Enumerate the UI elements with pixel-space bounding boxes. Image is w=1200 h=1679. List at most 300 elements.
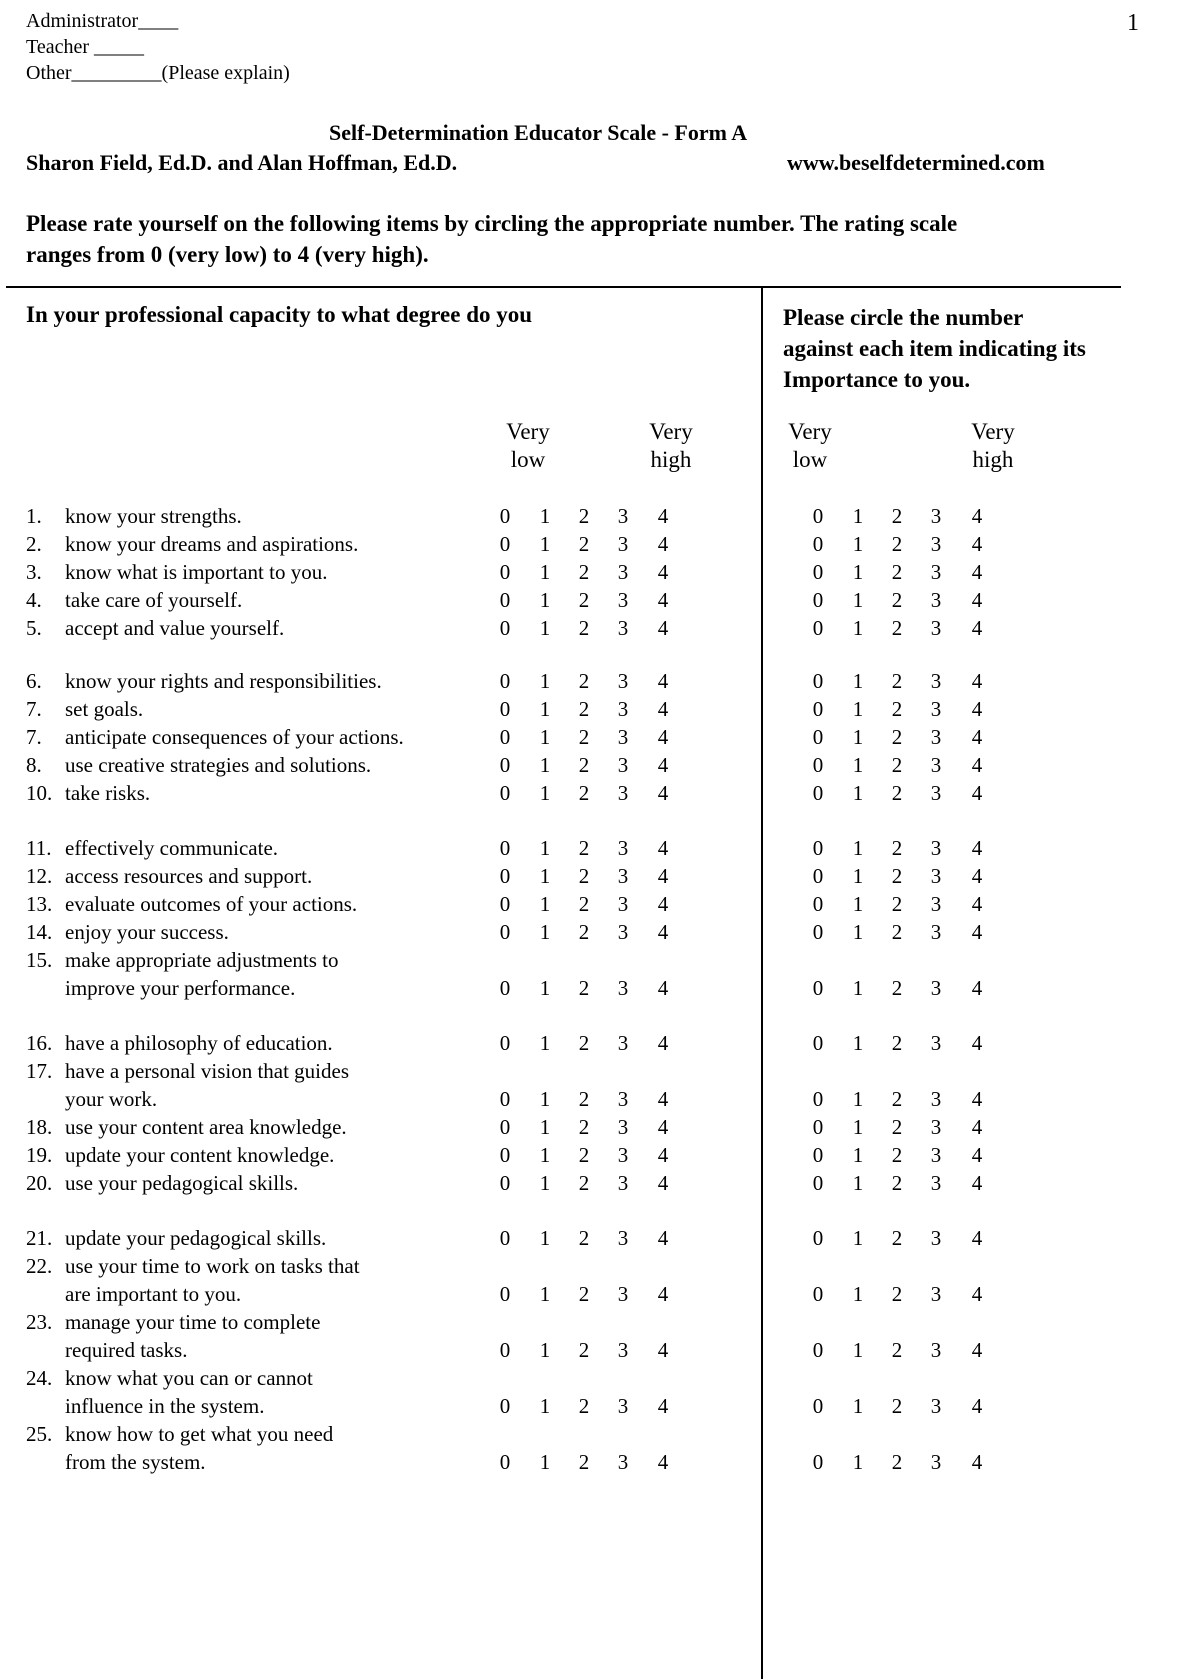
rating-option[interactable]: 0 <box>812 1031 824 1055</box>
rating-option[interactable]: 2 <box>578 781 590 805</box>
rating-option[interactable]: 4 <box>657 1394 669 1418</box>
rating-option[interactable]: 2 <box>891 560 903 584</box>
rating-option[interactable]: 2 <box>891 1031 903 1055</box>
rating-option[interactable]: 1 <box>852 1031 864 1055</box>
rating-option[interactable]: 4 <box>657 588 669 612</box>
rating-option[interactable]: 2 <box>891 1394 903 1418</box>
rating-option[interactable]: 4 <box>657 836 669 860</box>
right-scale-low <box>775 418 845 474</box>
rating-option[interactable]: 3 <box>930 560 942 584</box>
rating-option[interactable]: 0 <box>812 781 824 805</box>
rating-option[interactable]: 0 <box>812 1450 824 1474</box>
rating-option[interactable]: 1 <box>852 588 864 612</box>
rating-option[interactable]: 0 <box>499 1450 511 1474</box>
rating-option[interactable]: 3 <box>930 697 942 721</box>
right-scale-high <box>958 418 1028 474</box>
item-text: update your content knowledge. <box>65 1143 335 1167</box>
rating-option[interactable]: 4 <box>657 1450 669 1474</box>
rating-option[interactable]: 0 <box>812 892 824 916</box>
rating-option[interactable]: 3 <box>617 976 629 1000</box>
rating-option[interactable]: 0 <box>499 1171 511 1195</box>
website-link[interactable]: www.beselfdetermined.com <box>787 150 1045 175</box>
rating-option[interactable]: 0 <box>499 920 511 944</box>
rating-option[interactable]: 2 <box>578 1394 590 1418</box>
item-number: 14. <box>26 920 53 944</box>
rating-option[interactable]: 0 <box>812 976 824 1000</box>
rating-option[interactable]: 4 <box>657 864 669 888</box>
rating-option[interactable]: 3 <box>930 864 942 888</box>
rating-option[interactable]: 2 <box>578 669 590 693</box>
rating-option[interactable]: 4 <box>971 588 983 612</box>
rating-option[interactable]: 1 <box>539 1450 551 1474</box>
right-column-heading <box>783 302 1086 395</box>
rating-option[interactable]: 4 <box>657 1226 669 1250</box>
rating-option[interactable]: 0 <box>812 864 824 888</box>
rating-option[interactable]: 3 <box>930 616 942 640</box>
rating-option[interactable]: 4 <box>657 781 669 805</box>
rating-option[interactable]: 2 <box>578 1450 590 1474</box>
rating-option[interactable]: 0 <box>499 532 511 556</box>
rating-option[interactable]: 1 <box>852 725 864 749</box>
rating-option[interactable]: 0 <box>812 1282 824 1306</box>
left-column-heading: In your professional capacity to what degree do you <box>26 302 533 327</box>
item-number: 2. <box>26 532 42 556</box>
rating-option[interactable]: 0 <box>812 1226 824 1250</box>
rating-option[interactable]: 4 <box>657 616 669 640</box>
rating-option[interactable]: 1 <box>852 504 864 528</box>
rating-option[interactable]: 0 <box>812 588 824 612</box>
rating-option[interactable]: 2 <box>891 697 903 721</box>
item-number: 11. <box>26 836 52 860</box>
section-divider-vertical <box>761 286 763 1679</box>
rating-option[interactable]: 2 <box>578 920 590 944</box>
rating-option[interactable]: 3 <box>930 532 942 556</box>
rating-option[interactable]: 4 <box>657 697 669 721</box>
rating-option[interactable]: 1 <box>539 1282 551 1306</box>
rating-option[interactable]: 3 <box>617 1394 629 1418</box>
authors: Sharon Field, Ed.D. and Alan Hoffman, Ed.D. <box>26 150 458 175</box>
rating-option[interactable]: 1 <box>539 1087 551 1111</box>
rating-option[interactable]: 2 <box>578 753 590 777</box>
rating-option[interactable]: 1 <box>539 1171 551 1195</box>
rating-option[interactable]: 1 <box>852 697 864 721</box>
rating-option[interactable]: 3 <box>930 504 942 528</box>
rating-option[interactable]: 1 <box>539 616 551 640</box>
rating-option[interactable]: 3 <box>617 588 629 612</box>
rating-option[interactable]: 1 <box>539 504 551 528</box>
rating-option[interactable]: 2 <box>891 1143 903 1167</box>
rating-option[interactable]: 1 <box>539 892 551 916</box>
item-number: 4. <box>26 588 42 612</box>
rating-option[interactable]: 4 <box>657 725 669 749</box>
rating-option[interactable]: 0 <box>812 560 824 584</box>
rating-option[interactable]: 4 <box>657 1171 669 1195</box>
rating-option[interactable]: 1 <box>852 1226 864 1250</box>
rating-option[interactable]: 0 <box>499 1394 511 1418</box>
rating-option[interactable]: 0 <box>499 560 511 584</box>
rating-option[interactable]: 0 <box>499 616 511 640</box>
rating-option[interactable]: 4 <box>657 892 669 916</box>
rating-option[interactable]: 2 <box>891 1226 903 1250</box>
rating-option[interactable]: 4 <box>971 532 983 556</box>
rating-option[interactable]: 4 <box>971 892 983 916</box>
rating-option[interactable]: 0 <box>499 753 511 777</box>
item-text: effectively communicate. <box>65 836 279 860</box>
item-text: anticipate consequences of your actions. <box>65 725 404 749</box>
rating-option[interactable]: 0 <box>499 588 511 612</box>
rating-option[interactable]: 3 <box>930 781 942 805</box>
rating-option[interactable]: 3 <box>617 864 629 888</box>
rating-option[interactable]: 4 <box>657 920 669 944</box>
rating-option[interactable]: 3 <box>930 753 942 777</box>
item-number: 22. <box>26 1254 53 1278</box>
rating-option[interactable]: 3 <box>617 920 629 944</box>
rating-option[interactable]: 4 <box>657 1338 669 1362</box>
rating-option[interactable]: 3 <box>930 669 942 693</box>
rating-option[interactable]: 0 <box>812 504 824 528</box>
rating-option[interactable]: 4 <box>657 1087 669 1111</box>
rating-option[interactable]: 3 <box>930 1394 942 1418</box>
scale-low-word: low <box>510 447 546 472</box>
rating-option[interactable]: 2 <box>891 864 903 888</box>
rating-option[interactable]: 0 <box>812 1143 824 1167</box>
rating-option[interactable]: 1 <box>852 864 864 888</box>
rating-option[interactable]: 3 <box>617 1450 629 1474</box>
rating-option[interactable]: 1 <box>539 669 551 693</box>
rating-option[interactable]: 0 <box>812 753 824 777</box>
rating-option[interactable]: 0 <box>812 616 824 640</box>
rating-option[interactable]: 1 <box>539 864 551 888</box>
rating-option[interactable]: 4 <box>657 976 669 1000</box>
scale-high-word: high <box>650 447 692 472</box>
rating-option[interactable]: 0 <box>499 669 511 693</box>
rating-option[interactable]: 1 <box>539 560 551 584</box>
rating-option[interactable]: 2 <box>891 753 903 777</box>
rating-option[interactable]: 1 <box>539 1115 551 1139</box>
rating-option[interactable]: 3 <box>617 560 629 584</box>
rating-option[interactable]: 0 <box>499 1226 511 1250</box>
other-field[interactable]: Other_________(Please explain) <box>26 62 290 84</box>
rating-option[interactable]: 0 <box>499 1031 511 1055</box>
rating-option[interactable]: 2 <box>578 1282 590 1306</box>
right-heading-line: against each item indicating its <box>783 336 1086 361</box>
rating-option[interactable]: 2 <box>891 781 903 805</box>
rating-option[interactable]: 3 <box>617 1087 629 1111</box>
rating-option[interactable]: 3 <box>930 588 942 612</box>
rating-option[interactable]: 2 <box>891 616 903 640</box>
rating-option[interactable]: 0 <box>812 1171 824 1195</box>
rating-option[interactable]: 2 <box>891 1338 903 1362</box>
rating-option[interactable]: 3 <box>930 920 942 944</box>
item-number: 18. <box>26 1115 53 1139</box>
rating-option[interactable]: 2 <box>891 1171 903 1195</box>
rating-option[interactable]: 3 <box>930 1143 942 1167</box>
rating-option[interactable]: 3 <box>617 669 629 693</box>
item-number: 23. <box>26 1310 53 1334</box>
item-number: 12. <box>26 864 53 888</box>
rating-option[interactable]: 3 <box>930 1338 942 1362</box>
item-text: take care of yourself. <box>65 588 243 612</box>
item-number: 7. <box>26 697 42 721</box>
item-text: influence in the system. <box>65 1394 265 1418</box>
rating-option[interactable]: 4 <box>971 504 983 528</box>
rating-option[interactable]: 4 <box>657 1143 669 1167</box>
rating-option[interactable]: 2 <box>891 532 903 556</box>
rating-option[interactable]: 3 <box>617 1031 629 1055</box>
rating-option[interactable]: 0 <box>499 976 511 1000</box>
rating-option[interactable]: 2 <box>578 892 590 916</box>
item-text: use your time to work on tasks that <box>65 1254 360 1278</box>
rating-option[interactable]: 0 <box>499 892 511 916</box>
rating-option[interactable]: 4 <box>971 560 983 584</box>
rating-option[interactable]: 0 <box>812 1394 824 1418</box>
rating-option[interactable]: 3 <box>617 1171 629 1195</box>
rating-option[interactable]: 4 <box>971 753 983 777</box>
rating-option[interactable]: 3 <box>617 1282 629 1306</box>
rating-option[interactable]: 0 <box>812 669 824 693</box>
form-title: Self-Determination Educator Scale - Form A <box>329 120 748 145</box>
rating-option[interactable]: 0 <box>499 697 511 721</box>
rating-option[interactable]: 1 <box>852 836 864 860</box>
rating-option[interactable]: 1 <box>539 588 551 612</box>
rating-option[interactable]: 4 <box>971 697 983 721</box>
rating-option[interactable]: 0 <box>812 1087 824 1111</box>
rating-option[interactable]: 3 <box>617 1143 629 1167</box>
rating-option[interactable]: 1 <box>852 616 864 640</box>
rating-option[interactable]: 2 <box>891 892 903 916</box>
rating-option[interactable]: 4 <box>971 1450 983 1474</box>
rating-option[interactable]: 4 <box>971 1031 983 1055</box>
rating-option[interactable]: 0 <box>812 697 824 721</box>
rating-option[interactable]: 4 <box>971 1394 983 1418</box>
rating-option[interactable]: 0 <box>499 781 511 805</box>
rating-option[interactable]: 2 <box>891 836 903 860</box>
rating-option[interactable]: 0 <box>812 920 824 944</box>
rating-option[interactable]: 2 <box>891 920 903 944</box>
rating-option[interactable]: 4 <box>971 836 983 860</box>
rating-option[interactable]: 1 <box>852 920 864 944</box>
rating-option[interactable]: 3 <box>617 725 629 749</box>
rating-option[interactable]: 3 <box>617 504 629 528</box>
rating-option[interactable]: 4 <box>971 1282 983 1306</box>
rating-option[interactable]: 4 <box>971 976 983 1000</box>
rating-option[interactable]: 4 <box>971 1115 983 1139</box>
rating-option[interactable]: 4 <box>971 1226 983 1250</box>
rating-option[interactable]: 4 <box>971 616 983 640</box>
rating-option[interactable]: 0 <box>812 725 824 749</box>
rating-option[interactable]: 2 <box>891 669 903 693</box>
rating-option[interactable]: 3 <box>930 725 942 749</box>
rating-option[interactable]: 1 <box>539 1338 551 1362</box>
rating-option[interactable]: 1 <box>539 753 551 777</box>
rating-option[interactable]: 2 <box>891 1115 903 1139</box>
rating-option[interactable]: 0 <box>812 836 824 860</box>
rating-option[interactable]: 2 <box>578 836 590 860</box>
rating-option[interactable]: 0 <box>812 1115 824 1139</box>
rating-option[interactable]: 2 <box>891 725 903 749</box>
rating-option[interactable]: 1 <box>539 920 551 944</box>
rating-option[interactable]: 2 <box>578 1087 590 1111</box>
rating-option[interactable]: 1 <box>852 781 864 805</box>
rating-option[interactable]: 3 <box>617 1338 629 1362</box>
rating-option[interactable]: 1 <box>539 836 551 860</box>
item-text: use creative strategies and solutions. <box>65 753 372 777</box>
rating-option[interactable]: 1 <box>539 1226 551 1250</box>
rating-option[interactable]: 2 <box>578 504 590 528</box>
rating-option[interactable]: 0 <box>499 504 511 528</box>
rating-option[interactable]: 4 <box>971 781 983 805</box>
rating-option[interactable]: 2 <box>578 532 590 556</box>
rating-option[interactable]: 1 <box>539 697 551 721</box>
rating-option[interactable]: 3 <box>930 836 942 860</box>
rating-option[interactable]: 4 <box>971 669 983 693</box>
item-number: 1. <box>26 504 42 528</box>
rating-option[interactable]: 2 <box>578 1115 590 1139</box>
rating-option[interactable]: 4 <box>971 864 983 888</box>
rating-option[interactable]: 3 <box>930 1282 942 1306</box>
rating-option[interactable]: 1 <box>852 669 864 693</box>
scale-low-word: Very <box>506 419 550 444</box>
rating-option[interactable]: 1 <box>539 1031 551 1055</box>
rating-option[interactable]: 3 <box>617 616 629 640</box>
rating-option[interactable]: 0 <box>499 1087 511 1111</box>
rating-option[interactable]: 2 <box>891 504 903 528</box>
rating-option[interactable]: 2 <box>578 560 590 584</box>
rating-option[interactable]: 4 <box>657 532 669 556</box>
item-text: use your content area knowledge. <box>65 1115 347 1139</box>
item-text: enjoy your success. <box>65 920 229 944</box>
instructions-line-1: Please rate yourself on the following items by circling the appropriate number. The rating scale <box>26 211 958 236</box>
rating-option[interactable]: 3 <box>617 753 629 777</box>
rating-option[interactable]: 3 <box>617 532 629 556</box>
rating-option[interactable]: 0 <box>499 725 511 749</box>
teacher-field[interactable]: Teacher _____ <box>26 36 144 58</box>
rating-option[interactable]: 0 <box>499 1143 511 1167</box>
rating-option[interactable]: 1 <box>852 560 864 584</box>
rating-option[interactable]: 3 <box>930 1031 942 1055</box>
scale-high-word: Very <box>649 419 693 444</box>
item-text: improve your performance. <box>65 976 296 1000</box>
rating-option[interactable]: 1 <box>852 753 864 777</box>
item-text: from the system. <box>65 1450 206 1474</box>
rating-option[interactable]: 4 <box>657 1282 669 1306</box>
rating-option[interactable]: 4 <box>971 1087 983 1111</box>
rating-option[interactable]: 1 <box>852 1450 864 1474</box>
rating-option[interactable]: 2 <box>578 697 590 721</box>
rating-option[interactable]: 1 <box>852 1282 864 1306</box>
rating-option[interactable]: 1 <box>852 1338 864 1362</box>
rating-option[interactable]: 2 <box>891 1087 903 1111</box>
left-scale-high <box>636 418 706 474</box>
rating-option[interactable]: 4 <box>971 1171 983 1195</box>
rating-option[interactable]: 1 <box>539 976 551 1000</box>
item-number: 5. <box>26 616 42 640</box>
rating-option[interactable]: 4 <box>657 560 669 584</box>
scale-high-word: high <box>972 447 1014 472</box>
rating-option[interactable]: 2 <box>578 616 590 640</box>
rating-option[interactable]: 2 <box>891 588 903 612</box>
rating-option[interactable]: 0 <box>499 1115 511 1139</box>
rating-option[interactable]: 2 <box>578 725 590 749</box>
rating-option[interactable]: 3 <box>617 892 629 916</box>
rating-option[interactable]: 0 <box>812 1338 824 1362</box>
rating-option[interactable]: 2 <box>578 1171 590 1195</box>
rating-option[interactable]: 2 <box>891 1450 903 1474</box>
rating-option[interactable]: 1 <box>852 892 864 916</box>
rating-option[interactable]: 4 <box>657 1115 669 1139</box>
rating-option[interactable]: 0 <box>499 836 511 860</box>
rating-option[interactable]: 1 <box>539 1394 551 1418</box>
rating-option[interactable]: 0 <box>499 1338 511 1362</box>
rating-option[interactable]: 4 <box>971 725 983 749</box>
rating-option[interactable]: 3 <box>930 892 942 916</box>
rating-option[interactable]: 1 <box>852 1115 864 1139</box>
rating-option[interactable]: 4 <box>971 920 983 944</box>
rating-option[interactable]: 3 <box>617 1226 629 1250</box>
rating-option[interactable]: 1 <box>539 532 551 556</box>
rating-option[interactable]: 2 <box>578 1226 590 1250</box>
rating-option[interactable]: 1 <box>852 1171 864 1195</box>
rating-option[interactable]: 2 <box>578 1338 590 1362</box>
rating-option[interactable]: 4 <box>971 1143 983 1167</box>
rating-option[interactable]: 1 <box>539 1143 551 1167</box>
rating-option[interactable]: 4 <box>657 753 669 777</box>
rating-option[interactable]: 1 <box>852 1394 864 1418</box>
section-divider-horizontal <box>6 286 1121 288</box>
rating-option[interactable]: 1 <box>852 976 864 1000</box>
rating-option[interactable]: 2 <box>578 588 590 612</box>
rating-option[interactable]: 2 <box>578 976 590 1000</box>
item-text: know what you can or cannot <box>65 1366 313 1390</box>
item-number: 3. <box>26 560 42 584</box>
rating-option[interactable]: 2 <box>891 976 903 1000</box>
rating-option[interactable]: 3 <box>930 1171 942 1195</box>
item-text: have a personal vision that guides <box>65 1059 350 1083</box>
rating-option[interactable]: 2 <box>891 1282 903 1306</box>
rating-option[interactable]: 3 <box>617 697 629 721</box>
rating-option[interactable]: 1 <box>852 1143 864 1167</box>
rating-option[interactable]: 3 <box>617 836 629 860</box>
rating-option[interactable]: 3 <box>617 1115 629 1139</box>
rating-option[interactable]: 0 <box>499 864 511 888</box>
item-text: required tasks. <box>65 1338 188 1362</box>
rating-option[interactable]: 3 <box>930 1115 942 1139</box>
rating-option[interactable]: 1 <box>539 725 551 749</box>
item-number: 21. <box>26 1226 53 1250</box>
rating-option[interactable]: 2 <box>578 1031 590 1055</box>
rating-option[interactable]: 2 <box>578 1143 590 1167</box>
rating-option[interactable]: 3 <box>930 1087 942 1111</box>
rating-option[interactable]: 4 <box>657 504 669 528</box>
rating-option[interactable]: 4 <box>657 669 669 693</box>
rating-option[interactable]: 3 <box>930 1226 942 1250</box>
rating-option[interactable]: 2 <box>578 864 590 888</box>
rating-option[interactable]: 4 <box>971 1338 983 1362</box>
rating-option[interactable]: 0 <box>812 532 824 556</box>
rating-option[interactable]: 1 <box>539 781 551 805</box>
rating-option[interactable]: 3 <box>930 976 942 1000</box>
item-text: update your pedagogical skills. <box>65 1226 327 1250</box>
rating-option[interactable]: 1 <box>852 1087 864 1111</box>
rating-option[interactable]: 4 <box>657 1031 669 1055</box>
item-number: 17. <box>26 1059 53 1083</box>
rating-option[interactable]: 1 <box>852 532 864 556</box>
rating-option[interactable]: 3 <box>930 1450 942 1474</box>
rating-option[interactable]: 0 <box>499 1282 511 1306</box>
item-text: accept and value yourself. <box>65 616 285 640</box>
administrator-field[interactable]: Administrator____ <box>26 10 179 32</box>
rating-option[interactable]: 3 <box>617 781 629 805</box>
